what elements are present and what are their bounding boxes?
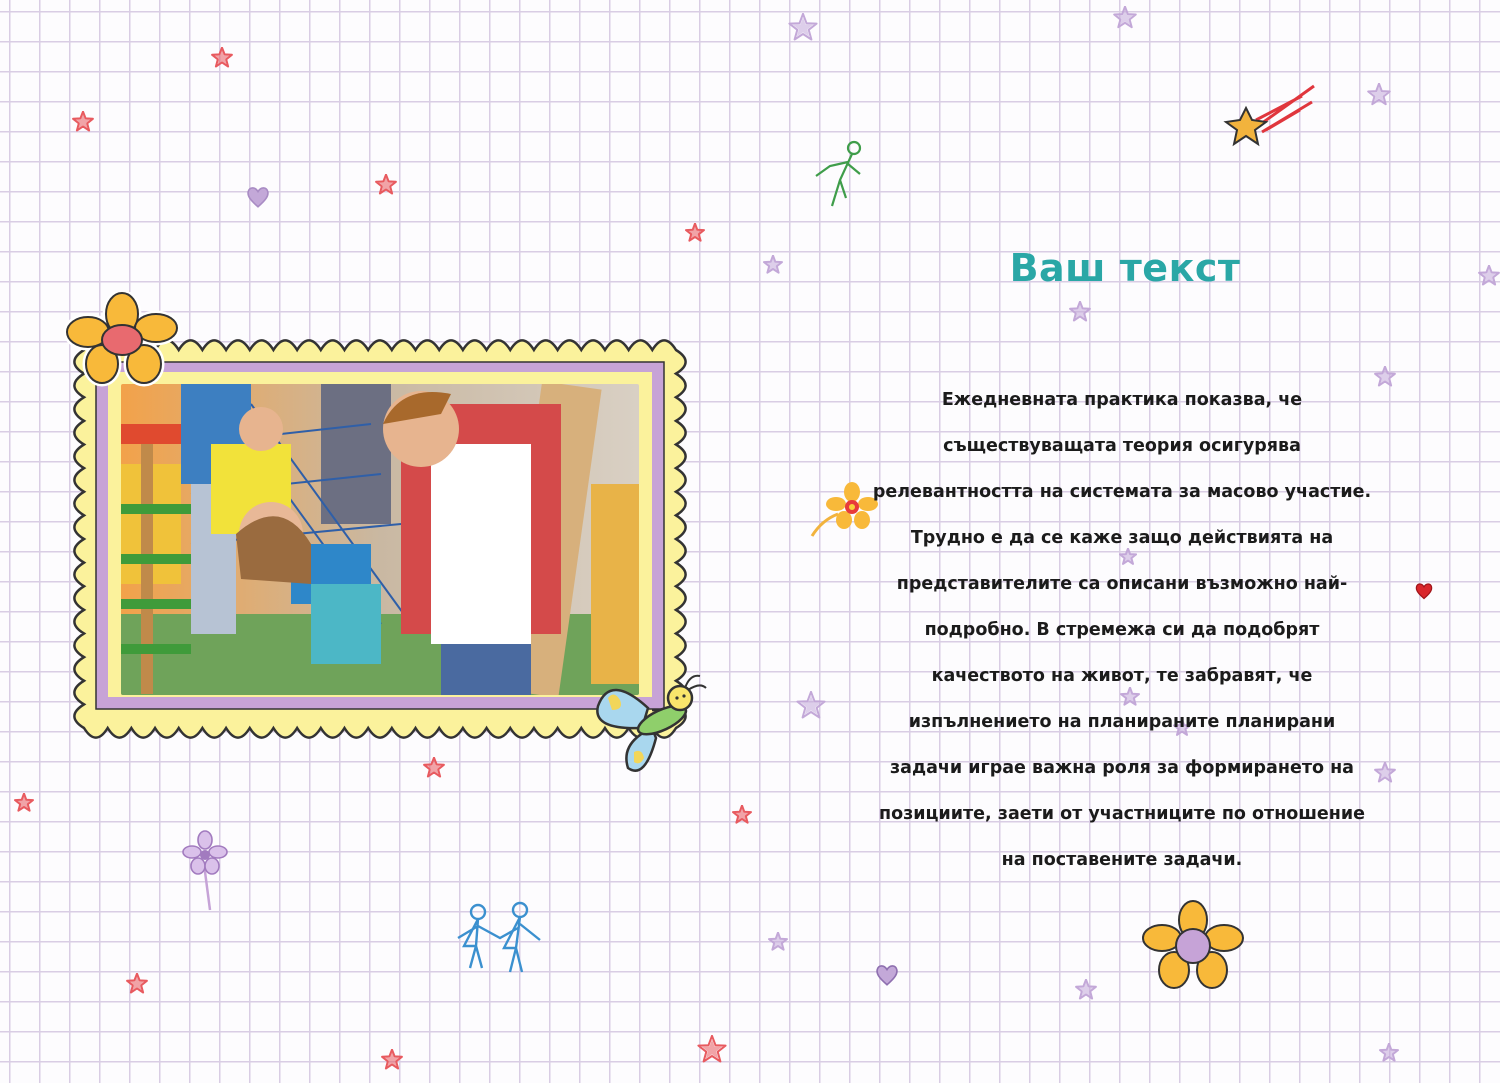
star-icon bbox=[381, 1049, 403, 1071]
flower-icon bbox=[60, 292, 184, 388]
star-icon bbox=[1069, 301, 1091, 323]
star-icon bbox=[1374, 762, 1396, 784]
star-icon bbox=[1374, 366, 1396, 388]
star-icon bbox=[1113, 6, 1137, 30]
star-icon bbox=[211, 47, 233, 69]
star-icon bbox=[788, 13, 818, 43]
star-icon bbox=[1478, 265, 1500, 287]
star-icon bbox=[768, 932, 788, 952]
star-icon bbox=[763, 255, 783, 275]
star-icon bbox=[796, 691, 826, 721]
star-icon bbox=[72, 111, 94, 133]
star-icon bbox=[14, 793, 34, 813]
star-icon bbox=[423, 757, 445, 779]
flower-icon bbox=[180, 830, 230, 914]
star-icon bbox=[732, 805, 752, 825]
children-on-playground-photo bbox=[121, 384, 639, 695]
shooting-star-icon bbox=[1222, 80, 1318, 152]
butterfly-icon bbox=[590, 668, 710, 778]
star-icon bbox=[375, 174, 397, 196]
flower-icon bbox=[1140, 900, 1246, 996]
star-icon bbox=[685, 223, 705, 243]
star-icon bbox=[1075, 979, 1097, 1001]
star-icon bbox=[126, 973, 148, 995]
body-paragraph[interactable]: Ежедневната практика показва, че съществуващата теория осигурява релевантността на системата за масово участие. Трудно е да се каже защо действията на представителите са описани възможно най-подробно. В стремежа си да подобрят качеството на живот, те забравят, че изпълнението на планираните планирани задачи играе важна роля за формирането на позициите, заети от участниците по отношение на поставените задачи. bbox=[872, 390, 1372, 870]
star-icon bbox=[1367, 83, 1391, 107]
stick-figure-icon bbox=[812, 136, 868, 212]
heart-icon bbox=[1414, 581, 1434, 601]
star-icon bbox=[697, 1035, 727, 1065]
star-icon bbox=[1379, 1043, 1399, 1063]
heart-icon bbox=[874, 962, 900, 988]
heading-title[interactable]: Ваш текст bbox=[1009, 246, 1241, 290]
holding-hands-figures-icon bbox=[450, 898, 546, 984]
heart-icon bbox=[245, 184, 271, 210]
